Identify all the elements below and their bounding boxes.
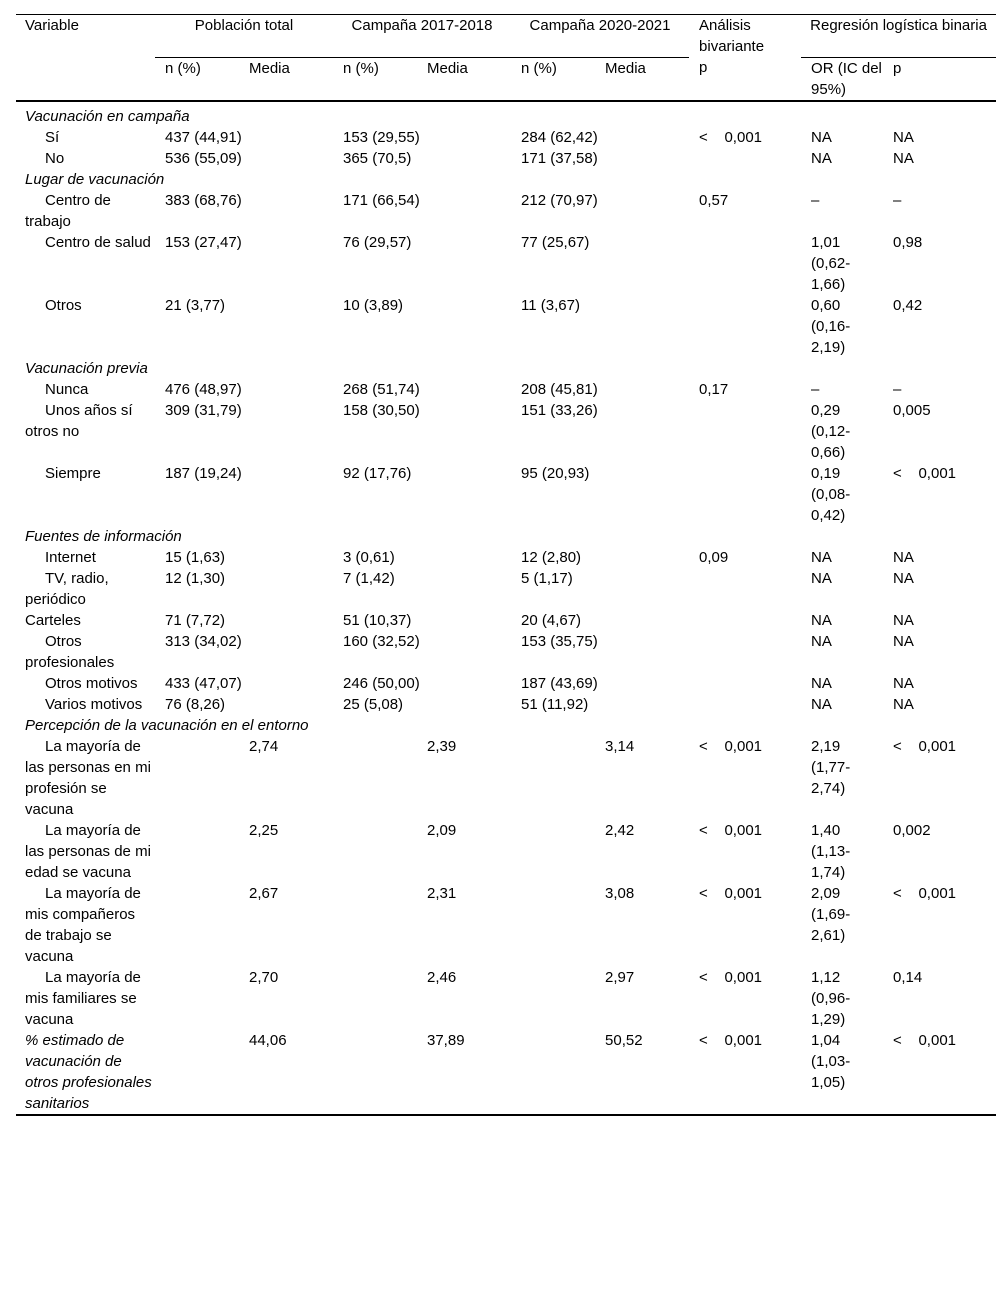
cell-2017-n (333, 967, 427, 1030)
cell-2017-n: 160 (32,52) (343, 632, 420, 650)
cell-bivariate-p: < 0,001 (699, 884, 762, 902)
cell-or-ci: NA (811, 632, 832, 650)
row-label (16, 463, 155, 526)
cell-2020-mean (605, 631, 689, 673)
cell-2020-mean (605, 694, 689, 715)
header-row-top (16, 15, 996, 58)
cell-2017-mean: 2,46 (427, 968, 457, 986)
table-row (16, 232, 996, 295)
cell-2017-n: 171 (66,54) (343, 191, 420, 209)
table-row (16, 295, 996, 358)
cell-total-mean: 44,06 (249, 1030, 333, 1115)
cell-bivariate-p (689, 295, 801, 358)
table-row (16, 610, 996, 631)
cell-2020-n: 187 (43,69) (521, 674, 598, 692)
section-header (16, 526, 996, 547)
row-label (16, 547, 155, 568)
cell-total-mean (249, 610, 333, 631)
cell-or-ci: 1,40 (1,13-1,74) (811, 821, 851, 881)
cell-or-ci: – (811, 380, 820, 398)
cell-2017-mean (427, 694, 511, 715)
col-header-variable: Variable (16, 15, 155, 58)
cell-or-p: 0,98 (893, 233, 923, 251)
cell-bivariate-p (689, 631, 801, 673)
cell-2020-mean (605, 400, 689, 463)
col-header-2017: Campaña 2017-2018 (333, 15, 511, 58)
subheader-n: n (%) (155, 57, 249, 101)
cell-2017-n: 153 (29,55) (343, 128, 420, 146)
cell-2020-mean: 3,08 (605, 884, 635, 902)
section-title: Fuentes de información (25, 527, 182, 545)
cell-2020-n: 151 (33,26) (521, 401, 598, 419)
subheader-mean: Media (249, 57, 333, 101)
cell-bivariate-p: < 0,001 (699, 128, 762, 146)
cell-total-mean (249, 190, 333, 232)
cell-or-ci: NA (811, 611, 832, 629)
cell-total-n (155, 736, 249, 820)
cell-total-mean (249, 232, 333, 295)
cell-bivariate-p (689, 610, 801, 631)
row-label (16, 883, 155, 967)
cell-or-ci: 0,19 (0,08-0,42) (811, 464, 851, 524)
cell-2017-mean (427, 610, 511, 631)
cell-or-p: NA (893, 674, 914, 692)
table-row (16, 568, 996, 610)
cell-or-p: NA (893, 569, 914, 587)
cell-2020-n (511, 883, 605, 967)
section-header (16, 358, 996, 379)
cell-or-ci: 0,29 (0,12-0,66) (811, 401, 851, 461)
cell-or-p: – (893, 380, 902, 398)
cell-2020-mean (605, 547, 689, 568)
cell-total-mean (249, 127, 333, 148)
table-row (16, 400, 996, 463)
section-title: Vacunación previa (25, 359, 148, 377)
table-row (16, 463, 996, 526)
cell-2017-mean (427, 127, 511, 148)
cell-2020-mean (605, 463, 689, 526)
cell-total-mean: 2,74 (249, 737, 279, 755)
cell-2020-n (511, 967, 605, 1030)
table-row (16, 190, 996, 232)
row-label-text: Carteles (25, 611, 81, 629)
row-label-text: La mayoría de mis familiares se vacuna (25, 968, 141, 1028)
section-header (16, 715, 996, 736)
table-row (16, 820, 996, 883)
row-label (16, 148, 155, 169)
cell-or-p: NA (893, 695, 914, 713)
cell-total-mean (249, 379, 333, 400)
row-label-text: La mayoría de mis compañeros de trabajo se vacuna (25, 884, 141, 965)
cell-total-mean (249, 400, 333, 463)
cell-or-p: 0,005 (893, 401, 931, 419)
row-label-text: Otros motivos (45, 674, 138, 692)
cell-total-n (155, 820, 249, 883)
cell-2017-mean: 2,09 (427, 821, 457, 839)
cell-2020-mean: 2,97 (605, 968, 635, 986)
cell-2020-n: 51 (11,92) (521, 695, 589, 713)
cell-2017-mean (427, 148, 511, 169)
table-row (16, 673, 996, 694)
cell-2017-mean (427, 379, 511, 400)
table-row (16, 883, 996, 967)
cell-or-ci: 1,01 (0,62-1,66) (811, 233, 851, 293)
cell-total-n: 71 (7,72) (165, 611, 226, 629)
row-label-text: Sí (45, 128, 60, 146)
cell-2020-mean (605, 673, 689, 694)
cell-total-n: 433 (47,07) (165, 674, 242, 692)
row-label (16, 379, 155, 400)
cell-2020-n: 208 (45,81) (521, 380, 598, 398)
row-label-text: La mayoría de las personas de mi edad se vacuna (25, 821, 151, 881)
cell-2017-n: 7 (1,42) (343, 569, 395, 587)
cell-2017-n: 76 (29,57) (343, 233, 412, 251)
row-label-text: Centro de salud (45, 233, 151, 251)
cell-total-mean (249, 463, 333, 526)
row-label-text: Otros (45, 296, 82, 314)
subheader-mean: Media (605, 57, 689, 101)
table-row (16, 967, 996, 1030)
cell-2020-n: 212 (70,97) (521, 191, 598, 209)
cell-2020-n: 12 (2,80) (521, 548, 582, 566)
cell-bivariate-p: 0,09 (699, 548, 729, 566)
section-header (16, 169, 996, 190)
cell-2017-mean (427, 568, 511, 610)
cell-total-mean (249, 568, 333, 610)
table-row (16, 736, 996, 820)
col-header-bivariate: Análisis bivariante (689, 15, 801, 58)
col-header-regression: Regresión logística binaria (801, 15, 996, 58)
row-label (16, 673, 155, 694)
row-label (16, 967, 155, 1030)
cell-bivariate-p (689, 673, 801, 694)
cell-or-p: NA (893, 149, 914, 167)
cell-or-p: < 0,001 (883, 1030, 996, 1115)
subheader-n: n (%) (333, 57, 427, 101)
cell-total-n (155, 967, 249, 1030)
cell-2017-n: 10 (3,89) (343, 296, 404, 314)
cell-total-n: 309 (31,79) (165, 401, 242, 419)
cell-total-n: 383 (68,76) (165, 191, 242, 209)
row-label-text: Internet (45, 548, 96, 566)
cell-total-mean (249, 295, 333, 358)
cell-2020-mean (605, 127, 689, 148)
cell-or-p: NA (893, 128, 914, 146)
cell-or-p: NA (893, 548, 914, 566)
subheader-or: OR (IC del 95%) (801, 57, 883, 101)
cell-or-ci: NA (811, 569, 832, 587)
subheader-n: n (%) (511, 57, 605, 101)
subheader-mean: Media (427, 57, 511, 101)
cell-or-ci: 2,09 (1,69-2,61) (811, 884, 851, 944)
cell-or-p: 0,42 (893, 296, 923, 314)
section-header (16, 101, 996, 127)
cell-bivariate-p (689, 232, 801, 295)
cell-or-p: NA (893, 632, 914, 650)
cell-or-ci: NA (811, 695, 832, 713)
cell-bivariate-p: 0,57 (699, 191, 729, 209)
cell-total-n: 313 (34,02) (165, 632, 242, 650)
cell-2017-n: 158 (30,50) (343, 401, 420, 419)
cell-bivariate-p (689, 694, 801, 715)
cell-total-n (155, 883, 249, 967)
table-row (16, 148, 996, 169)
cell-2020-n: 20 (4,67) (521, 611, 582, 629)
table-row-final (16, 1030, 996, 1115)
cell-bivariate-p: < 0,001 (699, 968, 762, 986)
col-header-2020: Campaña 2020-2021 (511, 15, 689, 58)
section-title: Lugar de vacunación (25, 170, 165, 188)
table-body (16, 101, 996, 1115)
cell-or-ci: 2,19 (1,77-2,74) (811, 737, 851, 797)
cell-total-n: 153 (27,47) (165, 233, 242, 251)
cell-bivariate-p: < 0,001 (699, 737, 762, 755)
cell-2020-n: 77 (25,67) (521, 233, 590, 251)
cell-or-ci: NA (811, 149, 832, 167)
cell-2020-n (511, 1030, 605, 1115)
row-label-text: Unos años sí otros no (25, 401, 133, 440)
cell-or-ci: NA (811, 128, 832, 146)
cell-2020-mean (605, 610, 689, 631)
cell-2017-mean: 2,31 (427, 884, 457, 902)
cell-or-p: < 0,001 (893, 737, 956, 755)
cell-total-n (155, 1030, 249, 1115)
cell-or-p: 0,14 (893, 968, 923, 986)
cell-bivariate-p: 0,17 (699, 380, 729, 398)
row-label (16, 232, 155, 295)
subheader-or-p: p (883, 57, 996, 101)
table-row (16, 127, 996, 148)
cell-2020-n: 171 (37,58) (521, 149, 598, 167)
cell-bivariate-p: < 0,001 (699, 821, 762, 839)
cell-bivariate-p (689, 568, 801, 610)
cell-2017-n: 25 (5,08) (343, 695, 404, 713)
row-label: % estimado de vacunación de otros profesionales sanitarios (16, 1030, 155, 1115)
row-label-text: Varios motivos (45, 695, 143, 713)
cell-or-p: – (893, 191, 902, 209)
cell-total-n: 536 (55,09) (165, 149, 242, 167)
row-label (16, 694, 155, 715)
cell-2020-mean: 2,42 (605, 821, 635, 839)
cell-2017-n (333, 883, 427, 967)
cell-total-n: 476 (48,97) (165, 380, 242, 398)
cell-2017-n (333, 736, 427, 820)
cell-2017-mean: 37,89 (427, 1030, 511, 1115)
cell-or-p: < 0,001 (893, 884, 956, 902)
header-row-sub (16, 57, 996, 101)
row-label (16, 736, 155, 820)
table-row (16, 379, 996, 400)
cell-bivariate-p (689, 148, 801, 169)
cell-2017-n: 3 (0,61) (343, 548, 395, 566)
cell-2020-n: 5 (1,17) (521, 569, 573, 587)
row-label-text: Otros profesionales (25, 632, 115, 671)
row-label (16, 568, 155, 610)
cell-total-mean (249, 673, 333, 694)
cell-total-mean (249, 148, 333, 169)
row-label (16, 631, 155, 673)
cell-2017-mean (427, 400, 511, 463)
cell-2017-mean (427, 631, 511, 673)
row-label-text: No (45, 149, 65, 167)
row-label (16, 610, 155, 631)
cell-total-n: 15 (1,63) (165, 548, 226, 566)
cell-2017-n: 365 (70,5) (343, 149, 412, 167)
cell-total-mean: 2,70 (249, 968, 279, 986)
cell-2017-mean (427, 673, 511, 694)
cell-2020-mean (605, 379, 689, 400)
row-label (16, 295, 155, 358)
cell-bivariate-p: < 0,001 (689, 1030, 801, 1115)
cell-or-p: 0,002 (893, 821, 931, 839)
cell-total-mean: 2,25 (249, 821, 279, 839)
cell-2020-n: 153 (35,75) (521, 632, 598, 650)
cell-total-mean: 2,67 (249, 884, 279, 902)
cell-total-n: 187 (19,24) (165, 464, 242, 482)
cell-or-ci: – (811, 191, 820, 209)
cell-2017-n (333, 820, 427, 883)
cell-total-n: 21 (3,77) (165, 296, 226, 314)
cell-2017-n: 246 (50,00) (343, 674, 420, 692)
results-table (16, 14, 996, 1116)
table-row (16, 631, 996, 673)
cell-total-n: 12 (1,30) (165, 569, 226, 587)
cell-2020-mean (605, 568, 689, 610)
row-label (16, 127, 155, 148)
cell-total-mean (249, 694, 333, 715)
cell-total-n: 437 (44,91) (165, 128, 242, 146)
cell-2020-mean (605, 232, 689, 295)
cell-2020-n (511, 736, 605, 820)
cell-2020-mean: 50,52 (605, 1030, 689, 1115)
section-title: Percepción de la vacunación en el entorno (25, 716, 309, 734)
cell-2017-n (333, 1030, 427, 1115)
subheader-p: p (689, 57, 801, 101)
cell-bivariate-p (689, 463, 801, 526)
cell-total-n: 76 (8,26) (165, 695, 226, 713)
cell-total-mean (249, 631, 333, 673)
cell-2017-mean: 2,39 (427, 737, 457, 755)
cell-2020-n: 95 (20,93) (521, 464, 590, 482)
cell-2017-n: 268 (51,74) (343, 380, 420, 398)
table-row (16, 547, 996, 568)
cell-2017-mean (427, 463, 511, 526)
col-header-total: Población total (155, 15, 333, 58)
cell-2020-mean (605, 148, 689, 169)
row-label-text: Nunca (45, 380, 89, 398)
cell-bivariate-p (689, 400, 801, 463)
cell-2017-n: 92 (17,76) (343, 464, 412, 482)
cell-or-ci: 0,60 (0,16-2,19) (811, 296, 851, 356)
cell-or-ci: NA (811, 674, 832, 692)
cell-2017-mean (427, 547, 511, 568)
section-title: Vacunación en campaña (25, 107, 190, 125)
cell-2017-mean (427, 295, 511, 358)
cell-2020-n: 11 (3,67) (521, 296, 580, 314)
cell-or-ci: 1,04 (1,03-1,05) (801, 1030, 883, 1115)
row-label (16, 190, 155, 232)
cell-or-ci: NA (811, 548, 832, 566)
row-label-text: Siempre (45, 464, 101, 482)
cell-2017-mean (427, 190, 511, 232)
row-label-text: Centro de trabajo (25, 191, 111, 230)
row-label-text: La mayoría de las personas en mi profesión se vacuna (25, 737, 151, 818)
cell-2020-n: 284 (62,42) (521, 128, 598, 146)
cell-2017-mean (427, 232, 511, 295)
cell-or-p: NA (893, 611, 914, 629)
row-label (16, 820, 155, 883)
cell-2020-mean (605, 295, 689, 358)
row-label-text: TV, radio, periódico (25, 569, 109, 608)
cell-2020-n (511, 820, 605, 883)
cell-2017-n: 51 (10,37) (343, 611, 412, 629)
cell-or-ci: 1,12 (0,96-1,29) (811, 968, 851, 1028)
row-label (16, 400, 155, 463)
cell-or-p: < 0,001 (893, 464, 956, 482)
cell-total-mean (249, 547, 333, 568)
table-row (16, 694, 996, 715)
cell-2020-mean: 3,14 (605, 737, 635, 755)
cell-2020-mean (605, 190, 689, 232)
